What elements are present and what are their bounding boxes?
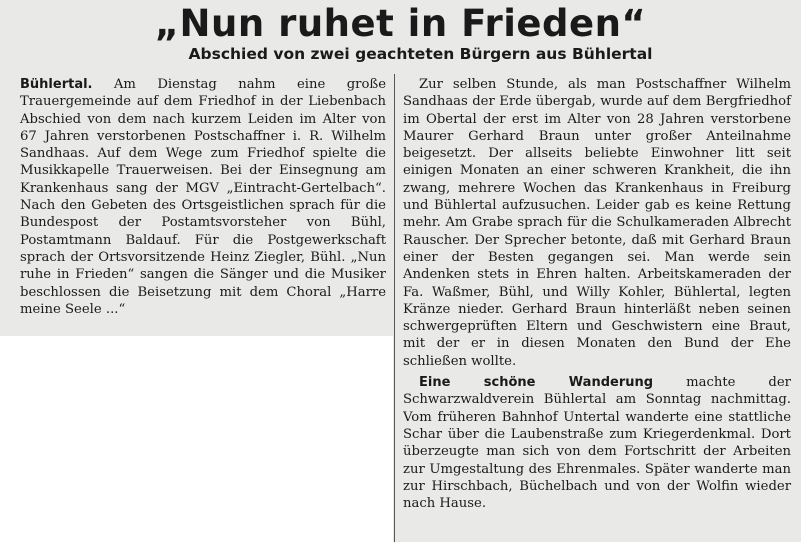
dateline: Bühlertal.	[20, 77, 93, 92]
article-right-column	[403, 76, 791, 512]
paragraph-text: Am Dienstag nahm eine große Trauergemeinde auf dem Friedhof in der Liebenbach Abschied von dem nach kurzem Leiden im Alter von 67 Jahren verstorbenen Postschaffner i. R. Wilhelm Sandhaas. Auf dem Wege zum Friedhof spielte die Musikkapelle Trauerweisen. Bei der Einsegnung am Krankenhaus sang der MGV „Eintracht-Gertelbach“. Nach den Gebeten des Ortsgeistlichen sprach für die Bundespost der Postamtsvorsteher von Bühl, Postamtmann Baldauf. Für die Postgewerkschaft sprach der Ortsvorsitzende Heinz Ziegler, Bühl. „Nun ruhe in Frieden“ sangen die Sänger und die Musiker beschlossen die Beisetzung mit dem Choral „Harre meine Seele ...“	[20, 77, 386, 317]
subheadline: Abschied von zwei geachteten Bürgern aus Bühlertal	[188, 45, 653, 63]
column-divider	[394, 74, 395, 542]
article-paragraph	[20, 76, 386, 318]
article-left-column	[20, 76, 386, 318]
article-paragraph: Zur selben Stunde, als man Postschaffner Wilhelm Sandhaas der Erde übergab, wurde auf dem Bergfriedhof im Obertal der erst im Alter von 28 Jahren verstorbene Maurer Gerhard Braun unter großer Anteilnahme beigesetzt. Der allseits beliebte Einwohner litt seit einigen Monaten an einer schweren Krankheit, die ihn zwang, mehrere Wochen das Krankenhaus in Freiburg und Bühlertal aufzusuchen. Leider gab es keine Rettung mehr. Am Grabe sprach für die Schulkameraden Albrecht Rauscher. Der Sprecher betonte, daß mit Gerhard Braun einer der Besten gegangen sei. Man werde sein Andenken stets in Ehren halten. Arbeitskameraden der Fa. Waßmer, Bühl, und Willy Kohler, Bühlertal, legten Kränze nieder. Gerhard Braun hinterläßt neben seinen schwergeprüften Eltern und Geschwistern eine Braut, mit der er in diesen Monaten den Bund der Ehe schließen wollte.	[403, 77, 791, 369]
article-paragraph	[403, 374, 791, 512]
paragraph-lead: Eine schöne Wanderung	[419, 375, 654, 391]
paragraph-text: machte der Schwarzwaldverein Bühlertal am Sonntag nachmittag. Vom früheren Bahnhof Untertal wanderte eine stattliche Schar über die Laubenstraße zum Kriegerdenkmal. Dort überzeugte man sich von dem Fortschritt der Arbeiten zur Umgestaltung des Ehrenmales. Später wanderte man zur Hirschbach, Büchelbach und von der Wolfin wieder nach Hause.	[403, 375, 791, 512]
headline: „Nun ruhet in Frieden“	[154, 2, 647, 45]
blank-area	[0, 336, 393, 542]
